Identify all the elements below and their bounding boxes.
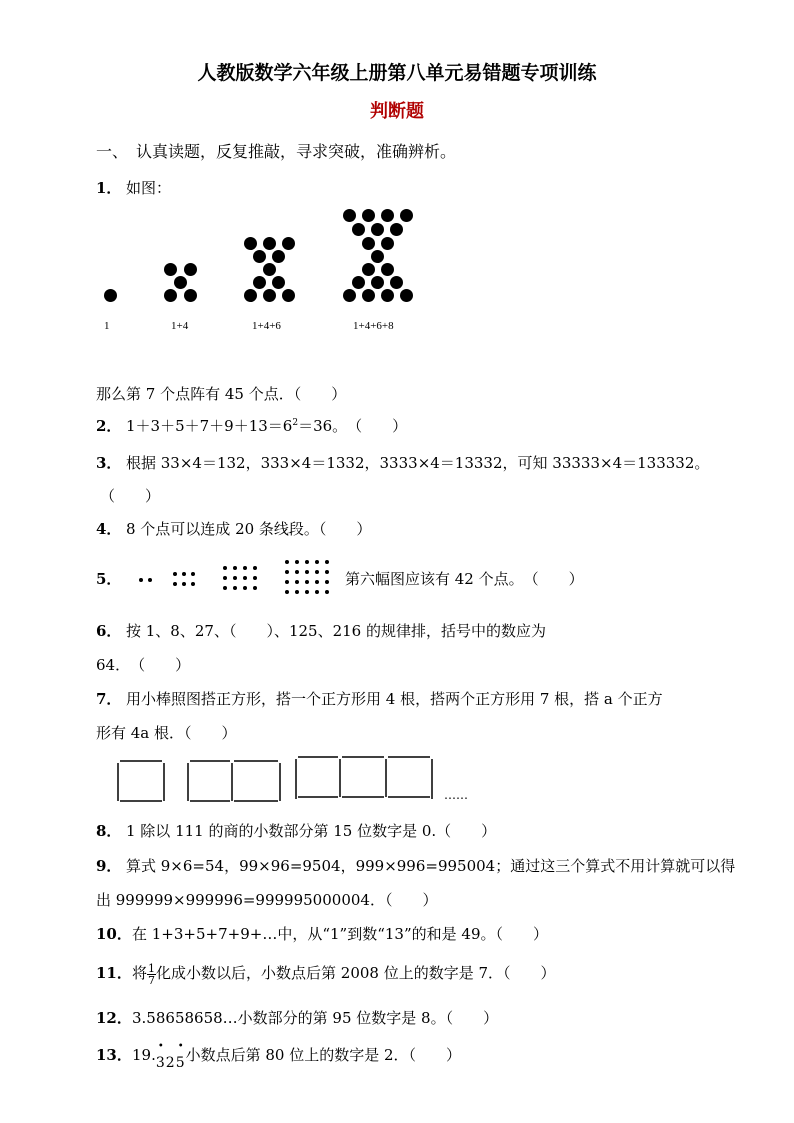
dot [400,209,413,222]
dot [244,289,257,302]
dot [362,237,375,250]
question-5-number: 5． [96,570,122,588]
dot [184,289,197,302]
dot [263,237,276,250]
dot [381,263,394,276]
fraction: $\frac{1}{7}$ [148,961,156,987]
section-heading: 一、 认真读题，反复推敲，寻求突破，准确辨析。 [96,142,457,161]
dot [174,276,187,289]
dot [282,289,295,302]
dot-grid-figure [137,558,345,602]
question-2: 2． $1+3+5+7+9+13=6^2=36$。 （ ） [96,417,408,435]
dot [381,237,394,250]
dot [263,263,276,276]
question-6-cont: 64． （ ） [96,656,191,674]
dot [253,250,266,263]
question-7-cont: 形有 4a 根．（ ） [96,724,237,742]
dot [371,223,384,236]
dot [371,250,384,263]
dot [400,289,413,302]
caption-4: 1+4+6+8 [353,320,394,332]
dot [381,289,394,302]
caption-1: 1 [104,320,110,332]
repeating-decimal: • 32• 5 [156,1055,186,1071]
question-9-cont: 出 999999×999996=999995000004．（ ） [96,891,438,909]
dot [244,237,257,250]
question-3-cont: （ ） [100,487,161,505]
page-title: 人教版数学六年级上册第八单元易错题专项训练 [197,62,597,84]
question-6: 6． 按 1、8、27、（ ）、125、216 的规律排，括号中的数应为 [96,622,546,640]
caption-3: 1+4+6 [252,320,281,332]
matchstick-squares-figure [110,755,450,805]
caption-2: 1+4 [171,320,189,332]
dot [164,263,177,276]
question-7: 7． 用小棒照图搭正方形，搭一个正方形用 4 根，搭两个正方形用 7 根，搭 a 个正方 [96,690,663,708]
question-12: 12．3.58658658…小数部分的第 95 位数字是 8。（ ） [96,1009,499,1027]
question-11: 11．将 $\frac{1}{7}$ 化成小数以后，小数点后第 2008 位上的数字是 7．（ ） [96,961,556,987]
dot [343,209,356,222]
dot [352,276,365,289]
question-5: 第六幅图应该有 42 个点。 （ ） [345,570,584,588]
ellipsis: …… [444,788,468,802]
question-8: 8． 1 除以 111 的商的小数部分第 15 位数字是 0.（ ） [96,822,497,840]
dot [381,209,394,222]
dot [104,289,117,302]
question-9: 9． 算式 9×6=54，99×96=9504，999×996=995004；通过这三个算式不用计算就可以得 [96,857,736,875]
question-1: 1． 如图： [96,179,172,197]
dot [362,263,375,276]
dot [263,289,276,302]
question-4: 4． 8 个点可以连成 20 条线段。（ ） [96,520,372,538]
dot [272,250,285,263]
dot [282,237,295,250]
page-subtitle: 判断题 [370,101,424,122]
dot [253,276,266,289]
dot [343,289,356,302]
question-13: 13．19.• 32• 5小数点后第 80 位上的数字是 2．（ ） [96,1044,461,1065]
dot [164,289,177,302]
dot [390,223,403,236]
dot [371,276,384,289]
question-1-statement: 那么第 7 个点阵有 45 个点．（ ） [96,385,347,403]
dot [390,276,403,289]
dot [272,276,285,289]
question-3: 3． 根据 33×4＝132，333×4＝1332，3333×4＝13332，可知 33333×4＝133332。 [96,454,710,472]
dot [362,209,375,222]
dot [362,289,375,302]
dot [352,223,365,236]
dot [184,263,197,276]
question-10: 10．在 1+3+5+7+9+…中，从“1”到数“13”的和是 49。（ ） [96,925,548,943]
question-number: 1． [96,179,122,197]
